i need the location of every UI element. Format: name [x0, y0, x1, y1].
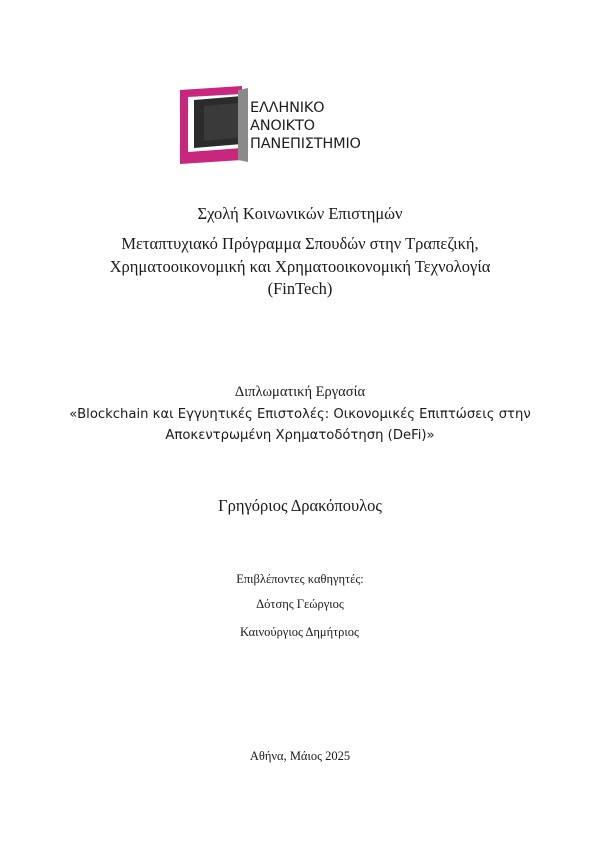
program-line-2: Χρηματοοικονομική και Χρηματοοικονομική Τεχνολογία [109, 256, 491, 276]
thesis-title [0, 404, 600, 446]
supervisor-name: Καινούργιος Δημήτριος [240, 625, 359, 639]
university-name [250, 99, 361, 153]
thesis-title-line-1: «Blockchain και Εγγυητικές Επιστολές: Οικονομικές Επιπτώσεις στην [69, 407, 531, 422]
author-name: Γρηγόριος Δρακόπουλος [218, 496, 382, 515]
thesis-type: Διπλωματική Εργασία [234, 384, 366, 400]
supervisor-name: Δότσης Γεώργιος [256, 597, 344, 611]
university-emblem-icon [180, 86, 250, 164]
logo-line-1: ΕΛΛΗΝΙΚΟ [250, 100, 325, 116]
logo-line-2: ΑΝΟΙΚΤΟ [250, 118, 315, 134]
logo-line-3: ΠΑΝΕΠΙΣΤΗΜΙΟ [250, 136, 361, 152]
program-name [0, 233, 600, 301]
supervisors-label: Επιβλέποντες καθηγητές: [236, 572, 364, 586]
school-name: Σχολή Κοινωνικών Επιστημών [197, 204, 403, 223]
university-logo [180, 86, 370, 164]
program-line-3: (FinTech) [267, 279, 333, 298]
program-line-1: Μεταπτυχιακό Πρόγραμμα Σπουδών στην Τραπεζική, [121, 234, 479, 253]
thesis-title-line-2: Αποκεντρωμένη Χρηματοδότηση (DeFi)» [165, 428, 435, 443]
place-date: Αθήνα, Μάιος 2025 [249, 749, 351, 763]
